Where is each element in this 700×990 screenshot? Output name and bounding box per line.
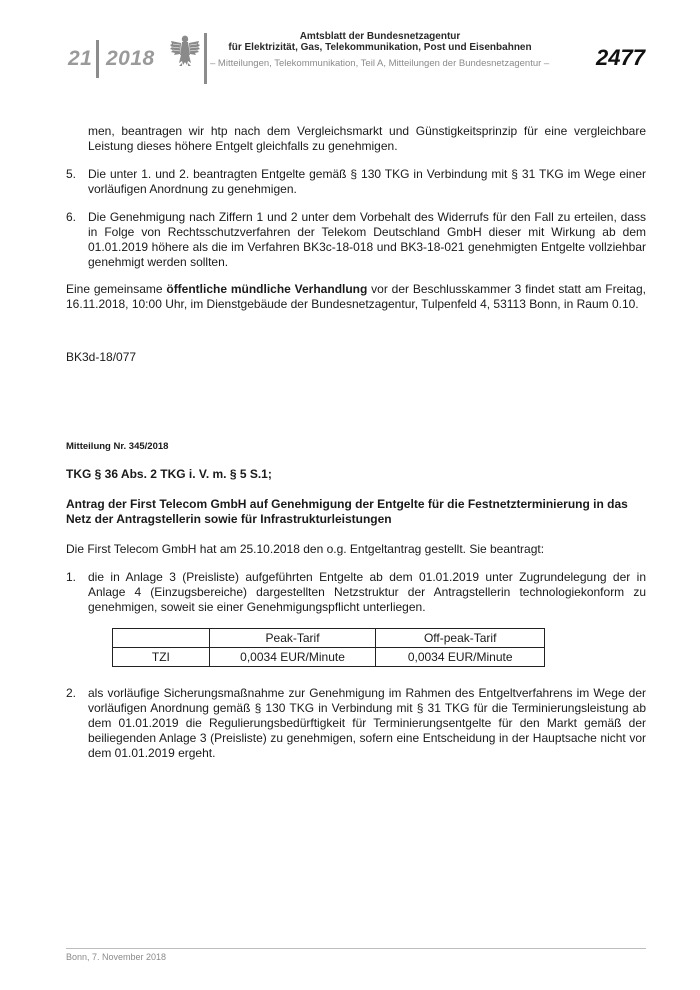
- table-row: [113, 648, 545, 667]
- table-cell: 0,0034 EUR/Minute: [376, 648, 545, 667]
- table-cell: TZI: [113, 648, 210, 667]
- page-number: 2477: [596, 45, 645, 70]
- issue-number: 21: [68, 47, 93, 70]
- tariff-table: [112, 628, 545, 667]
- list-item: 1. die in Anlage 3 (Preisliste) aufgeführten Entgelte ab dem 01.01.2019 unter Zugrundelegung der in Anlage 4 (Einzugsbereiche) dargestellten Netzstruktur der Antragstellerin technologiekonform zu genehmigen, soweit sie einer Genehmigungspflicht unterliegen.: [66, 570, 646, 614]
- hearing-paragraph: Eine gemeinsame öffentliche mündliche Verhandlung vor der Beschlusskammer 3 findet statt am Freitag, 16.11.2018, 10:00 Uhr, im Dienstgebäude der Bundesnetzagentur, Tulpenfeld 4, 53113 Bonn, in Raum 0.10.: [66, 282, 646, 311]
- table-header-cell: Off-peak-Tarif: [376, 629, 545, 648]
- federal-eagle-icon: [169, 33, 201, 67]
- list-item: 5. Die unter 1. und 2. beantragten Entgelte gemäß § 130 TKG in Verbindung mit § 31 TKG im Wege einer vorläufigen Anordnung zu genehmigen.: [66, 167, 646, 196]
- footer-rule: [66, 948, 646, 949]
- case-reference: BK3d-18/077: [66, 350, 137, 364]
- table-header-cell: Peak-Tarif: [209, 629, 376, 648]
- header-bar: [204, 33, 207, 84]
- list-item: 6. Die Genehmigung nach Ziffern 1 und 2 unter dem Vorbehalt des Widerrufs für den Fall zu erteilen, dass in Folge von Rechtsschutzverfahren der Telekom Deutschland GmbH dieser mit Wirkung ab dem 01.01.2019 höhere als die im Verfahren BK3c-18-018 und BK3-18-021 genehmigten Entgelte vollziehbar genehmigt werden sollten.: [66, 210, 646, 269]
- issue-year: 2018: [106, 47, 155, 70]
- list-item: 2. als vorläufige Sicherungsmaßnahme zur Genehmigung im Rahmen des Entgeltverfahrens im Wege der vorläufigen Anordnung gemäß § 130 TKG in Verbindung mit § 31 TKG für die Terminierungsleistung ab dem 01.01.2019 die Regulierungsbedürftigkeit für Terminierungsentgelte für den Markt gemäß der beiliegenden Anlage 3 (Preisliste) zu genehmigen, sofern eine Entscheidung in der Hauptsache nicht vor dem 01.01.2019 ergeht.: [66, 686, 646, 760]
- header-separator: [96, 40, 99, 78]
- footer-date: Bonn, 7. November 2018: [66, 952, 167, 962]
- notice-number: Mitteilung Nr. 345/2018: [66, 441, 169, 452]
- intro-paragraph: Die First Telecom GmbH hat am 25.10.2018 den o.g. Entgeltantrag gestellt. Sie beantragt:: [66, 542, 545, 556]
- table-header-cell: [113, 629, 210, 648]
- gazette-subtitle: – Mitteilungen, Telekommunikation, Teil A, Mitteilungen der Bundesnetzagentur –: [210, 58, 550, 69]
- continuation-paragraph: men, beantragen wir htp nach dem Vergleichsmarkt und Günstigkeitsprinzip für eine vergleichbare Leistung dieses höhere Entgelt gleichfalls zu genehmigen.: [88, 124, 646, 153]
- notice-subject: Antrag der First Telecom GmbH auf Genehmigung der Entgelte für die Festnetzterminierung in das Netz der Antragstellerin sowie für Infrastrukturleistungen: [66, 497, 628, 526]
- table-cell: 0,0034 EUR/Minute: [209, 648, 376, 667]
- legal-basis: TKG § 36 Abs. 2 TKG i. V. m. § 5 S.1;: [66, 467, 272, 481]
- gazette-title: Amtsblatt der Bundesnetzagentur für Elektrizität, Gas, Telekommunikation, Post und Eisenbahnen: [228, 31, 532, 53]
- table-header-row: [113, 629, 545, 648]
